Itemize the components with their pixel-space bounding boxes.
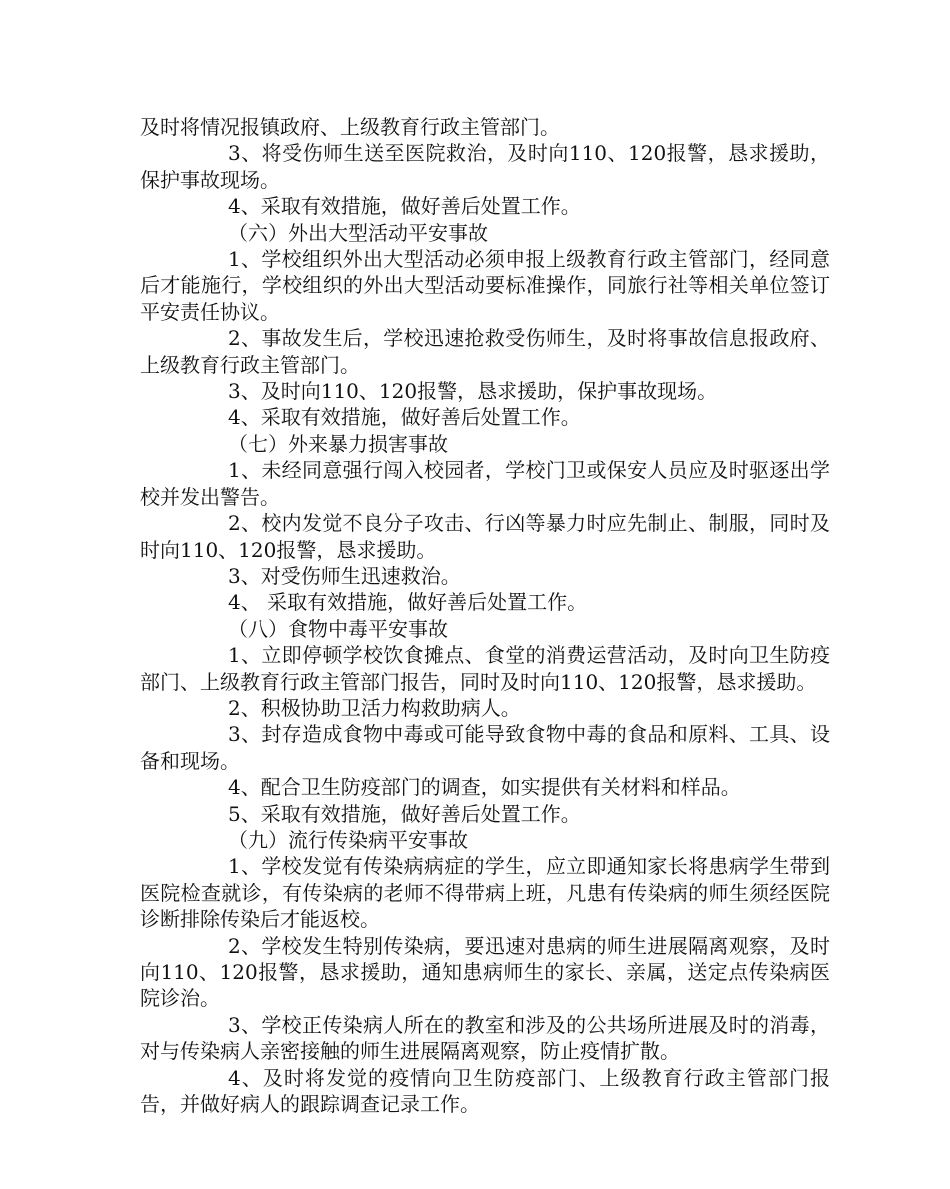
section-heading: （八）食物中毒平安事故 <box>228 616 448 641</box>
paragraph: 2、积极协助卫活力构救助病人。 <box>228 695 521 720</box>
paragraph: 1、学校发觉有传染病病症的学生，应立即通知家长将患病学生带到医院检查就诊，有传染病的老师不得带病上班，凡患有传染病的师生须经医院诊断排除传染后才能返校。 <box>140 854 830 932</box>
paragraph: 4、采取有效措施，做好善后处置工作。 <box>228 405 581 430</box>
paragraph: 3、将受伤师生送至医院救治，及时向110、120报警，恳求援助，保护事故现场。 <box>140 141 830 192</box>
paragraph: 3、对受伤师生迅速救治。 <box>228 563 461 588</box>
paragraph: 2、校内发觉不良分子攻击、行凶等暴力时应先制止、制服，同时及时向110、120报警，恳求援助。 <box>140 511 830 562</box>
paragraph: 3、及时向110、120报警，恳求援助，保护事故现场。 <box>228 379 718 404</box>
paragraph: 1、未经同意强行闯入校园者，学校门卫或保安人员应及时驱逐出学校并发出警告。 <box>140 458 830 509</box>
paragraph: 2、学校发生特别传染病，要迅速对患病的师生进展隔离观察，及时向110、120报警，恳求援助，通知患病师生的家长、亲属，送定点传染病医院诊治。 <box>140 933 830 1011</box>
paragraph: 4、配合卫生防疫部门的调查，如实提供有关材料和样品。 <box>228 775 741 800</box>
paragraph: 4、采取有效措施，做好善后处置工作。 <box>228 194 581 219</box>
paragraph: 5、采取有效措施，做好善后处置工作。 <box>228 801 581 826</box>
paragraph: 1、学校组织外出大型活动必须申报上级教育行政主管部门，经同意后才能施行，学校组织的外出大型活动要标准操作，同旅行社等相关单位签订平安责任协议。 <box>140 247 830 324</box>
paragraph: 4、及时将发觉的疫情向卫生防疫部门、上级教育行政主管部门报告，并做好病人的跟踪调查记录工作。 <box>140 1065 830 1117</box>
paragraph: 1、立即停顿学校饮食摊点、食堂的消费运营活动，及时向卫生防疫部门、上级教育行政主管部门报告，同时及时向110、120报警，恳求援助。 <box>140 643 830 694</box>
section-heading: （七）外来暴力损害事故 <box>228 431 448 456</box>
paragraph: 及时将情况报镇政府、上级教育行政主管部门。 <box>140 115 560 139</box>
paragraph: 4、 采取有效措施，做好善后处置工作。 <box>228 590 588 615</box>
paragraph: 3、封存造成食物中毒或可能导致食物中毒的食品和原料、工具、设备和现场。 <box>140 722 830 773</box>
section-heading: （六）外出大型活动平安事故 <box>228 220 488 245</box>
section-heading: （九）流行传染病平安事故 <box>228 827 468 852</box>
paragraph: 3、学校正传染病人所在的教室和涉及的公共场所进展及时的消毒，对与传染病人亲密接触的师生进展隔离观察，防止疫情扩散。 <box>140 1012 830 1064</box>
paragraph: 2、事故发生后，学校迅速抢救受伤师生，及时将事故信息报政府、上级教育行政主管部门。 <box>140 326 830 377</box>
document-body <box>140 114 830 1117</box>
